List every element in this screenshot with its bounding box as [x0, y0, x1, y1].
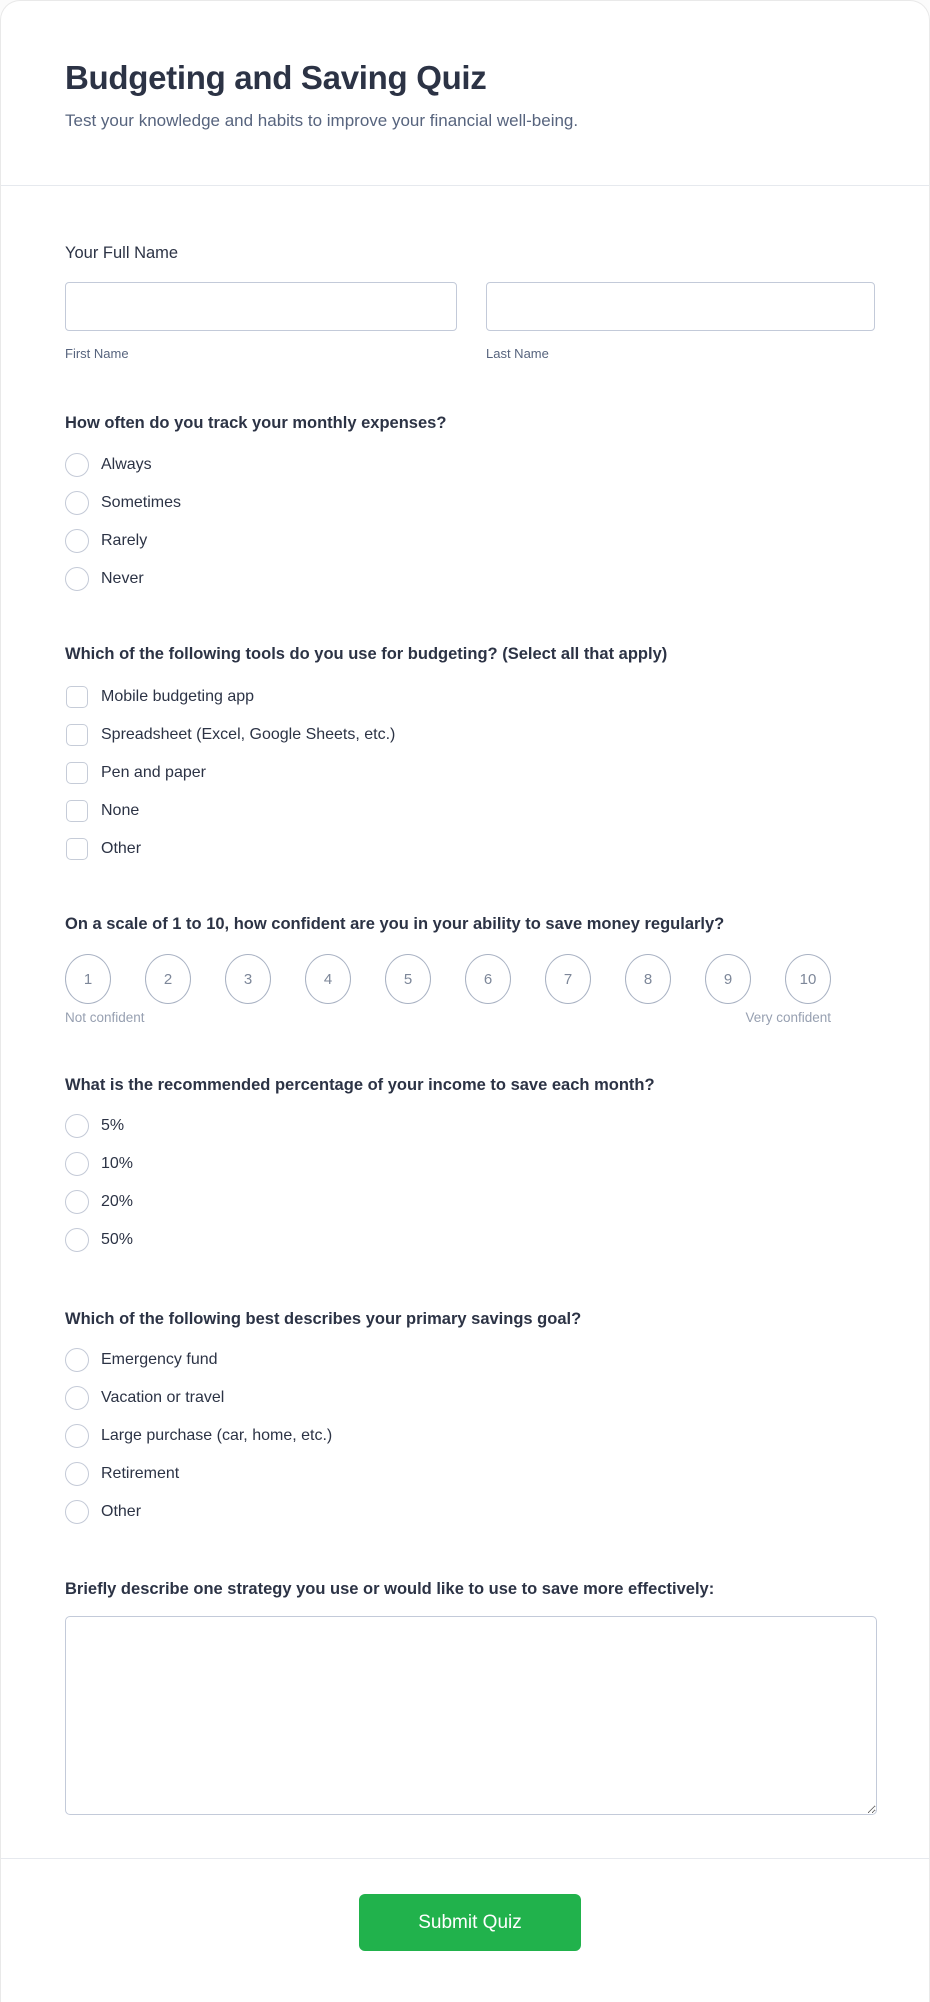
checkbox-icon[interactable] — [66, 724, 88, 746]
checkbox-icon[interactable] — [66, 686, 88, 708]
radio-option-sometimes[interactable] — [65, 491, 875, 515]
option-label: 20% — [101, 1193, 134, 1210]
question-budget-tools — [65, 643, 875, 861]
scale-option-8[interactable]: 8 — [625, 954, 671, 1004]
form-body — [1, 242, 929, 1858]
form-header — [1, 1, 929, 185]
radio-option-50pct[interactable] — [65, 1228, 875, 1252]
radio-icon[interactable] — [65, 1386, 89, 1410]
option-label: Always — [101, 456, 152, 473]
question-confidence-scale — [65, 913, 875, 1026]
radio-option-goal-other[interactable] — [65, 1500, 875, 1524]
radio-icon[interactable] — [65, 567, 89, 591]
scale-option-9[interactable]: 9 — [705, 954, 751, 1004]
scale-option-3[interactable]: 3 — [225, 954, 271, 1004]
checkbox-option-mobile-app[interactable] — [65, 685, 875, 709]
option-label: Vacation or travel — [101, 1389, 225, 1406]
radio-option-rarely[interactable] — [65, 529, 875, 553]
scale-option-10[interactable]: 10 — [785, 954, 831, 1004]
submit-quiz-button[interactable]: Submit Quiz — [359, 1894, 581, 1951]
full-name-fields — [65, 282, 875, 362]
radio-icon[interactable] — [65, 1228, 89, 1252]
option-label: Spreadsheet (Excel, Google Sheets, etc.) — [101, 726, 396, 743]
question-label: How often do you track your monthly expenses? — [65, 414, 447, 432]
question-track-expenses — [65, 412, 875, 591]
radio-icon[interactable] — [65, 1500, 89, 1524]
scale-option-2[interactable]: 2 — [145, 954, 191, 1004]
form-title: Budgeting and Saving Quiz — [65, 59, 487, 96]
radio-option-retirement[interactable] — [65, 1462, 875, 1486]
radio-icon[interactable] — [65, 453, 89, 477]
radio-option-always[interactable] — [65, 453, 875, 477]
checkbox-option-none[interactable] — [65, 799, 875, 823]
radio-option-5pct[interactable] — [65, 1114, 875, 1138]
checkbox-option-other[interactable] — [65, 837, 875, 861]
radio-option-never[interactable] — [65, 567, 875, 591]
checkbox-icon[interactable] — [66, 800, 88, 822]
form-footer — [1, 1859, 929, 2002]
full-name-label: Your Full Name — [65, 244, 179, 262]
checkbox-option-pen-paper[interactable] — [65, 761, 875, 785]
last-name-input[interactable] — [486, 282, 875, 331]
scale-option-6[interactable]: 6 — [465, 954, 511, 1004]
form-subtitle: Test your knowledge and habits to improve your financial well-being. — [65, 111, 579, 130]
question-label: What is the recommended percentage of your income to save each month? — [65, 1076, 655, 1094]
scale-max-label: Very confident — [745, 1010, 831, 1025]
radio-icon[interactable] — [65, 1190, 89, 1214]
option-label: Emergency fund — [101, 1351, 218, 1368]
scale-option-4[interactable]: 4 — [305, 954, 351, 1004]
option-label: Mobile budgeting app — [101, 688, 255, 705]
option-label: 5% — [101, 1117, 125, 1134]
radio-icon[interactable] — [65, 529, 89, 553]
radio-group-save-percentage — [65, 1114, 875, 1252]
option-label: Other — [101, 840, 142, 857]
spacer — [65, 1820, 875, 1858]
option-label: Pen and paper — [101, 764, 206, 781]
option-label: 50% — [101, 1231, 134, 1248]
option-label: Other — [101, 1503, 142, 1520]
radio-icon[interactable] — [65, 1348, 89, 1372]
radio-icon[interactable] — [65, 1152, 89, 1176]
scale-option-7[interactable]: 7 — [545, 954, 591, 1004]
radio-icon[interactable] — [65, 1114, 89, 1138]
first-name-column — [65, 282, 457, 362]
scale-end-labels — [65, 1010, 831, 1026]
radio-group-savings-goal — [65, 1348, 875, 1524]
radio-icon[interactable] — [65, 1462, 89, 1486]
strategy-textarea[interactable] — [65, 1616, 877, 1815]
radio-option-vacation-travel[interactable] — [65, 1386, 875, 1410]
question-strategy — [65, 1578, 875, 1820]
first-name-sublabel: First Name — [65, 346, 129, 361]
option-label: Large purchase (car, home, etc.) — [101, 1427, 333, 1444]
radio-option-emergency-fund[interactable] — [65, 1348, 875, 1372]
checkbox-icon[interactable] — [66, 838, 88, 860]
question-label: Briefly describe one strategy you use or would like to use to save more effectively: — [65, 1580, 715, 1598]
scale-min-label: Not confident — [65, 1010, 145, 1025]
option-label: Rarely — [101, 532, 148, 549]
radio-option-20pct[interactable] — [65, 1190, 875, 1214]
question-label: Which of the following tools do you use for budgeting? (Select all that apply) — [65, 645, 668, 663]
scale-option-5[interactable]: 5 — [385, 954, 431, 1004]
checkbox-option-spreadsheet[interactable] — [65, 723, 875, 747]
header-divider — [1, 185, 929, 186]
last-name-sublabel: Last Name — [486, 346, 549, 361]
checkbox-group-budget-tools — [65, 685, 875, 861]
radio-option-10pct[interactable] — [65, 1152, 875, 1176]
scale-option-1[interactable]: 1 — [65, 954, 111, 1004]
question-label: Which of the following best describes your primary savings goal? — [65, 1310, 582, 1328]
option-label: Retirement — [101, 1465, 180, 1482]
question-savings-goal — [65, 1308, 875, 1524]
checkbox-icon[interactable] — [66, 762, 88, 784]
option-label: None — [101, 802, 140, 819]
question-label: On a scale of 1 to 10, how confident are you in your ability to save money regularly? — [65, 915, 725, 933]
option-label: 10% — [101, 1155, 134, 1172]
radio-option-large-purchase[interactable] — [65, 1424, 875, 1448]
last-name-column — [486, 282, 875, 362]
option-label: Never — [101, 570, 144, 587]
scale-group — [65, 954, 831, 1004]
radio-icon[interactable] — [65, 1424, 89, 1448]
first-name-input[interactable] — [65, 282, 457, 331]
radio-group-track-expenses — [65, 453, 875, 591]
question-save-percentage — [65, 1074, 875, 1252]
option-label: Sometimes — [101, 494, 182, 511]
radio-icon[interactable] — [65, 491, 89, 515]
